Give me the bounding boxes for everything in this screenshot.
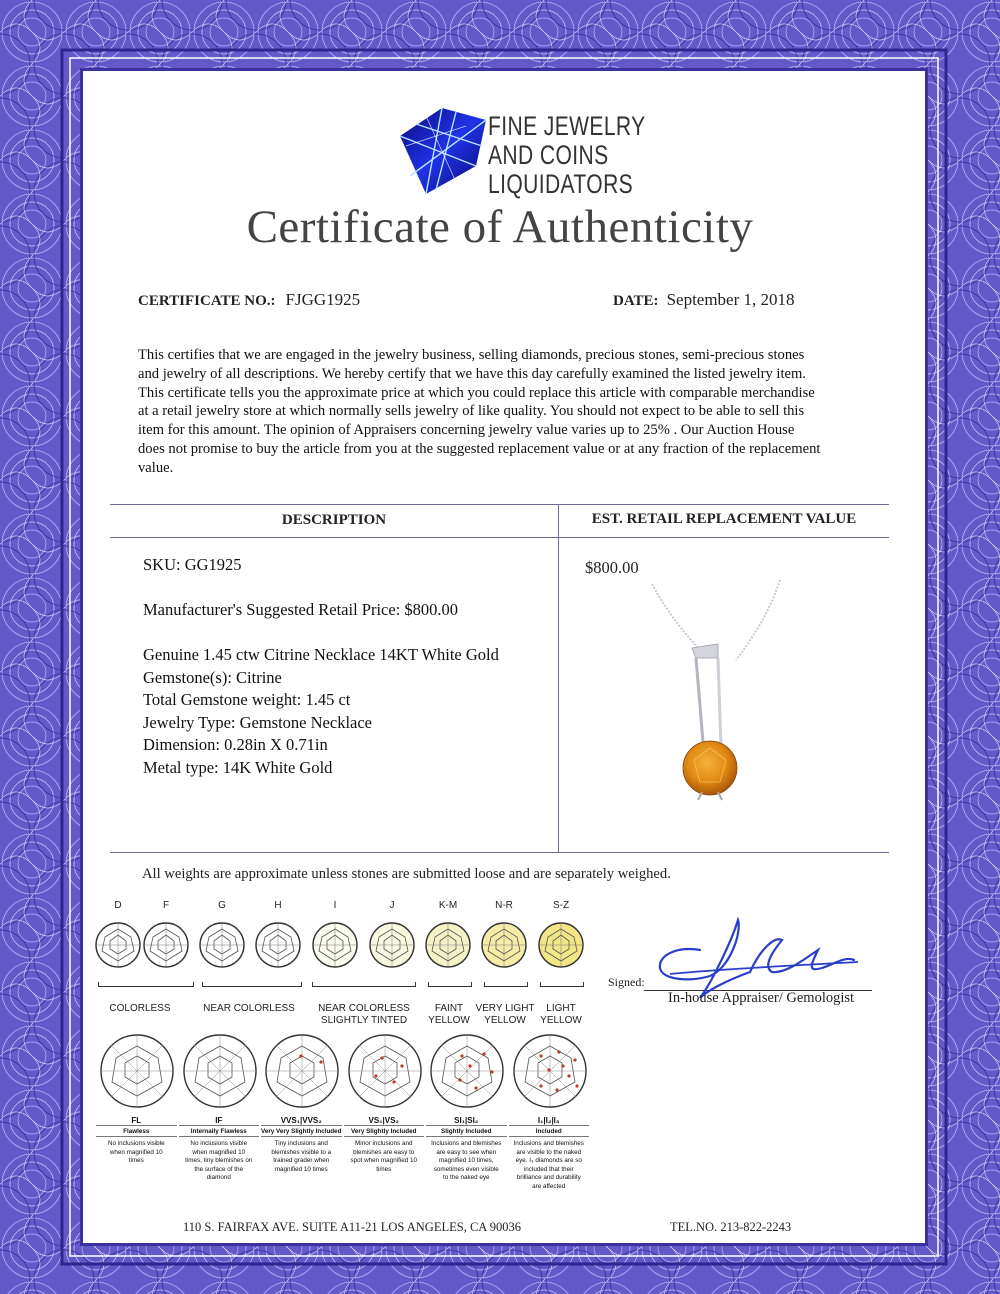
color-grade-label: J [389, 900, 395, 911]
color-sample-diamond-icon [253, 920, 303, 970]
logo-line: AND COINS [488, 140, 609, 170]
clarity-description-line: Inclusions and blemishes [513, 1140, 584, 1147]
color-category-bracket [312, 982, 416, 987]
color-category-line: NEAR COLORLESS [318, 1003, 410, 1014]
logo-line: FINE JEWELRY [488, 111, 646, 141]
color-category-label [511, 1003, 611, 1027]
clarity-description [509, 1140, 590, 1191]
clarity-description [426, 1140, 507, 1183]
table-bottom-rule [110, 852, 889, 853]
detail-line: Dimension: 0.28in X 0.71in [143, 735, 328, 755]
color-grade-label: H [274, 900, 282, 911]
certificate-number-row [138, 290, 360, 310]
detail-line: Genuine 1.45 ctw Citrine Necklace 14KT White Gold [143, 645, 499, 664]
intro-line: value. [138, 459, 174, 476]
clarity-diamond-icon [346, 1032, 424, 1110]
diamond-logo-icon [396, 106, 488, 196]
signature-caption: In-house Appraiser/ Gemologist [668, 990, 855, 1006]
clarity-grade: FL [96, 1116, 177, 1126]
clarity-description-line: Minor inclusions and [355, 1140, 413, 1147]
color-category-line: COLORLESS [109, 1003, 171, 1014]
clarity-description-line: the surface of the [194, 1165, 244, 1173]
sku: SKU: GG1925 [143, 555, 242, 574]
color-category-line: SLIGHTLY TINTED [320, 1015, 408, 1026]
clarity-description [261, 1140, 342, 1174]
clarity-description-line: No inclusions visible [107, 1140, 165, 1147]
certificate-date: September 1, 2018 [666, 290, 795, 309]
clarity-description-line: diamond [206, 1174, 231, 1181]
color-category-line: FAINT [434, 1003, 464, 1014]
item-details [143, 644, 499, 780]
color-category-line: YELLOW [540, 1015, 582, 1026]
replacement-value: $800.00 [585, 558, 639, 577]
color-category-label [90, 1003, 190, 1015]
clarity-grade-name: Internally Flawless [179, 1127, 260, 1137]
clarity-grade: VS₁|VS₂ [344, 1116, 425, 1126]
color-grade-label: K-M [438, 900, 458, 911]
clarity-description-line: Inclusions and blemishes [431, 1140, 502, 1147]
certificate-number-label: CERTIFICATE NO.: [138, 293, 276, 309]
color-category-bracket [428, 982, 472, 987]
clarity-description-line: blemishes are easy to [353, 1148, 415, 1156]
certificate-date-row [613, 290, 795, 310]
clarity-description-line: are visible to the naked [516, 1148, 582, 1156]
footer-phone: TEL.NO. 213-822-2243 [670, 1220, 792, 1234]
color-category-line: YELLOW [428, 1015, 470, 1026]
clarity-description-line: times [128, 1157, 144, 1164]
clarity-grade-name: Very Very Slightly Included [261, 1128, 342, 1135]
color-sample-diamond-icon [93, 920, 143, 970]
clarity-description-line: when magnified 10 [109, 1148, 163, 1156]
clarity-grade-name: Included [509, 1127, 590, 1137]
clarity-description [179, 1140, 260, 1183]
intro-line: at a retail jewelry store at which normally sells jewelry of like quality. You should not expect to be able to sell this [138, 403, 805, 420]
color-category-line: NEAR COLORLESS [203, 1003, 295, 1014]
color-grade-label: S-Z [552, 900, 570, 911]
clarity-description-line: brilliance and durability [516, 1174, 581, 1181]
weights-note: All weights are approximate unless stones are submitted loose and are separately weighed. [142, 866, 671, 882]
color-category-label [199, 1003, 299, 1015]
detail-line: Metal type: 14K White Gold [143, 757, 333, 777]
color-category-line: YELLOW [484, 1015, 526, 1026]
clarity-diamond-icon [98, 1032, 176, 1110]
color-category-bracket [98, 982, 194, 987]
color-sample-diamond-icon [141, 920, 191, 970]
clarity-description-line: blemishes visible to a [271, 1148, 332, 1156]
clarity-description [96, 1140, 177, 1166]
color-sample-diamond-icon [479, 920, 529, 970]
clarity-description-line: No inclusions visible [190, 1140, 248, 1147]
clarity-diamond-icon [263, 1032, 341, 1110]
clarity-description-line: to the naked eye [442, 1174, 490, 1181]
clarity-description-line: times, tiny blemishes on [185, 1157, 253, 1164]
color-category-line: LIGHT [546, 1003, 576, 1014]
color-category-bracket [484, 982, 528, 987]
clarity-grade: VVS₁|VVS₂ [261, 1116, 342, 1126]
page-title: Certificate of Authenticity [246, 201, 754, 253]
intro-line: This certificate tells you the approximate price at which you could replace this article with comparable merchandise [138, 384, 815, 401]
clarity-description-line: are affected [532, 1182, 566, 1190]
clarity-grade: IF [179, 1116, 260, 1126]
diamond-clarity-chart [96, 1030, 592, 1220]
clarity-diamond-icon [181, 1032, 259, 1110]
intro-line: does not promise to buy the article from you at the suggested replacement value or at any fraction of the replacement [138, 440, 821, 457]
signed-label: Signed: [608, 975, 645, 989]
color-sample-diamond-icon [197, 920, 247, 970]
citrine-necklace-image [640, 578, 800, 808]
clarity-grade-name: Very Slightly Included [344, 1127, 425, 1137]
color-grade-label: I [333, 900, 337, 911]
color-category-line: VERY LIGHT [475, 1003, 535, 1014]
clarity-description-line: are easy to see when [436, 1148, 497, 1156]
clarity-description-line: spot when magnified 10 [350, 1157, 417, 1164]
clarity-description-line: trained grader when [273, 1157, 330, 1164]
color-sample-diamond-icon [367, 920, 417, 970]
clarity-description-line: when magnified 10 [192, 1148, 246, 1156]
clarity-description-line: magnified 10 times [274, 1165, 328, 1173]
color-sample-diamond-icon [423, 920, 473, 970]
clarity-description [344, 1140, 425, 1174]
clarity-description-line: times [376, 1165, 392, 1173]
clarity-description-line: Tiny inclusions and [274, 1140, 328, 1147]
table-column-divider [558, 504, 559, 852]
footer-address: 110 S. FAIRFAX AVE. SUITE A11-21 LOS ANGELES, CA 90036 [183, 1220, 521, 1234]
table-header-rule [110, 537, 889, 538]
clarity-grade-name: Slightly Included [426, 1127, 507, 1137]
logo-line: LIQUIDATORS [488, 169, 634, 199]
clarity-description-line: eye. I₃ diamonds are so [515, 1157, 582, 1164]
intro-line: item for this amount. The opinion of Appraisers concerning jewelry value varies up to 25% . Our Auction House [138, 422, 795, 439]
clarity-diamond-icon [511, 1032, 589, 1110]
table-top-rule [110, 504, 889, 505]
clarity-description-line: sometimes even visible [433, 1165, 499, 1173]
certificate-number: FJGG1925 [285, 290, 361, 309]
color-grade-label: N-R [495, 900, 513, 911]
msrp: Manufacturer's Suggested Retail Price: $800.00 [143, 600, 459, 619]
color-grade-label: D [114, 900, 122, 911]
company-logo-text [488, 112, 646, 199]
clarity-description-line: included that their [523, 1165, 574, 1173]
clarity-grade: I₁|I₂|I₃ [509, 1116, 590, 1126]
clarity-grade-name: Flawless [96, 1127, 177, 1137]
value-header: EST. RETAIL REPLACEMENT VALUE [591, 511, 857, 527]
color-category-bracket [540, 982, 584, 987]
detail-line: Jewelry Type: Gemstone Necklace [143, 712, 372, 732]
diamond-color-chart [92, 900, 592, 1040]
description-header: DESCRIPTION [281, 512, 387, 528]
clarity-description-line: magnified 10 times, [438, 1157, 494, 1164]
clarity-diamond-icon [428, 1032, 506, 1110]
intro-line: This certifies that we are engaged in the jewelry business, selling diamonds, precious stones, semi-precious stones [138, 347, 805, 363]
color-category-bracket [202, 982, 302, 987]
date-label: DATE: [613, 293, 659, 309]
detail-line: Total Gemstone weight: 1.45 ct [143, 690, 351, 710]
intro-paragraph [138, 346, 878, 478]
intro-line: and jewelry of all descriptions. We hereby certify that we have this day carefully examined the listed jewelry item. [138, 365, 807, 382]
clarity-grade: SI₁|SI₂ [426, 1116, 507, 1126]
color-sample-diamond-icon [310, 920, 360, 970]
color-grade-label: F [162, 900, 170, 911]
color-sample-diamond-icon [536, 920, 586, 970]
color-grade-label: G [218, 900, 226, 911]
detail-line: Gemstone(s): Citrine [143, 667, 282, 687]
